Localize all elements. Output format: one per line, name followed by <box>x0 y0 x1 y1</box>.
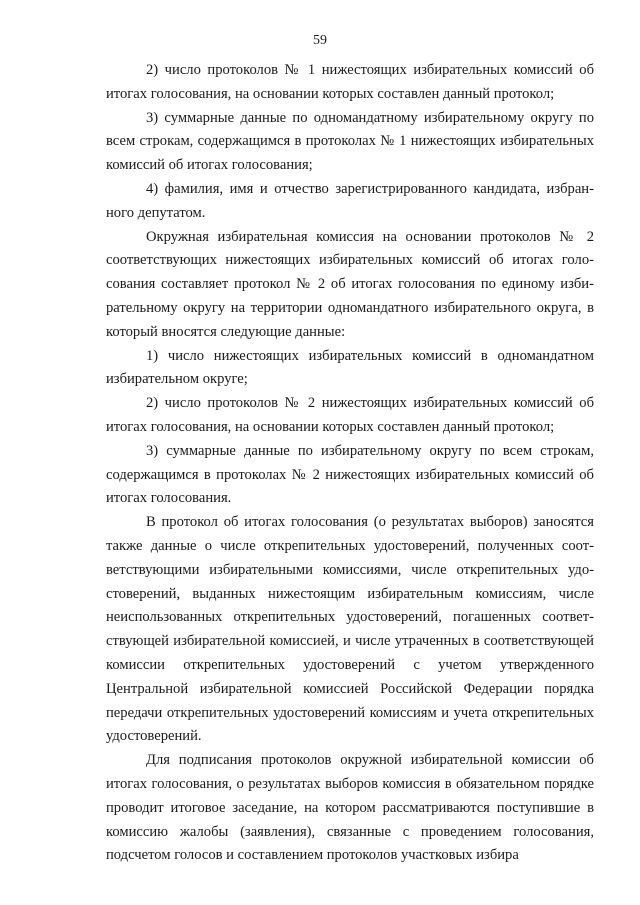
paragraph: Окружная избирательная комиссия на основании протоколов № 2 соответствующих нижестоящих избирательных комиссий об итогах голосования составляет протокол № 2 об итогах голосования по единому избирательному округу на территории одномандатного избирательного округа, в который вносятся следующие данные: <box>106 228 594 340</box>
paragraph: 3) суммарные данные по одномандатному избирательному округу по всем строкам, содержащимся в протоколах № 1 нижестоящих избирательных комиссий об итогах голосования; <box>106 109 594 174</box>
paragraph: 4) фамилия, имя и отчество зарегистрированного кандидата, избранного депутатом. <box>106 180 594 221</box>
paragraph: Для подписания протоколов окружной избирательной комиссии об итогах голосования, о результатах выборов комиссия в обязательном порядке проводит итоговое заседание, на котором рассматриваются поступившие в комиссию жалобы (заявления), связанные с проведением голосования, подсчетом голосов и составлением протоколов участковых избира <box>106 752 594 864</box>
paragraph: 3) суммарные данные по избирательному округу по всем строкам, содержащимся в протоколах № 2 нижестоящих избирательных комиссий об итогах голосования. <box>106 442 594 507</box>
paragraph: 1) число нижестоящих избирательных комиссий в одномандатном избирательном округе; <box>106 347 594 388</box>
paragraph: 2) число протоколов № 1 нижестоящих избирательных комиссий об итогах голосования, на основании которых составлен данный протокол; <box>106 62 594 102</box>
paragraph: В протокол об итогах голосования (о результатах выборов) заносятся также данные о числе открепительных удостоверений, полученных соответствующими избирательными комиссиями, числе открепительных удостоверений, выданных нижестоящим избирательным комиссиям, числе неиспользованных открепительных удостоверений, погашенных соответствующей избирательной комиссией, и числе утраченных в соответствующей комиссии открепительных удостоверений с учетом утвержденного Центральной избирательной комиссией Российской Федерации порядка передачи открепительных удостоверений комиссиям и учета открепительных удостоверений. <box>106 514 594 745</box>
paragraph: 2) число протоколов № 2 нижестоящих избирательных комиссий об итогах голосования, на основании которых составлен данный протокол; <box>106 395 594 435</box>
page-number: 59 <box>313 33 327 48</box>
document-body <box>106 59 594 868</box>
